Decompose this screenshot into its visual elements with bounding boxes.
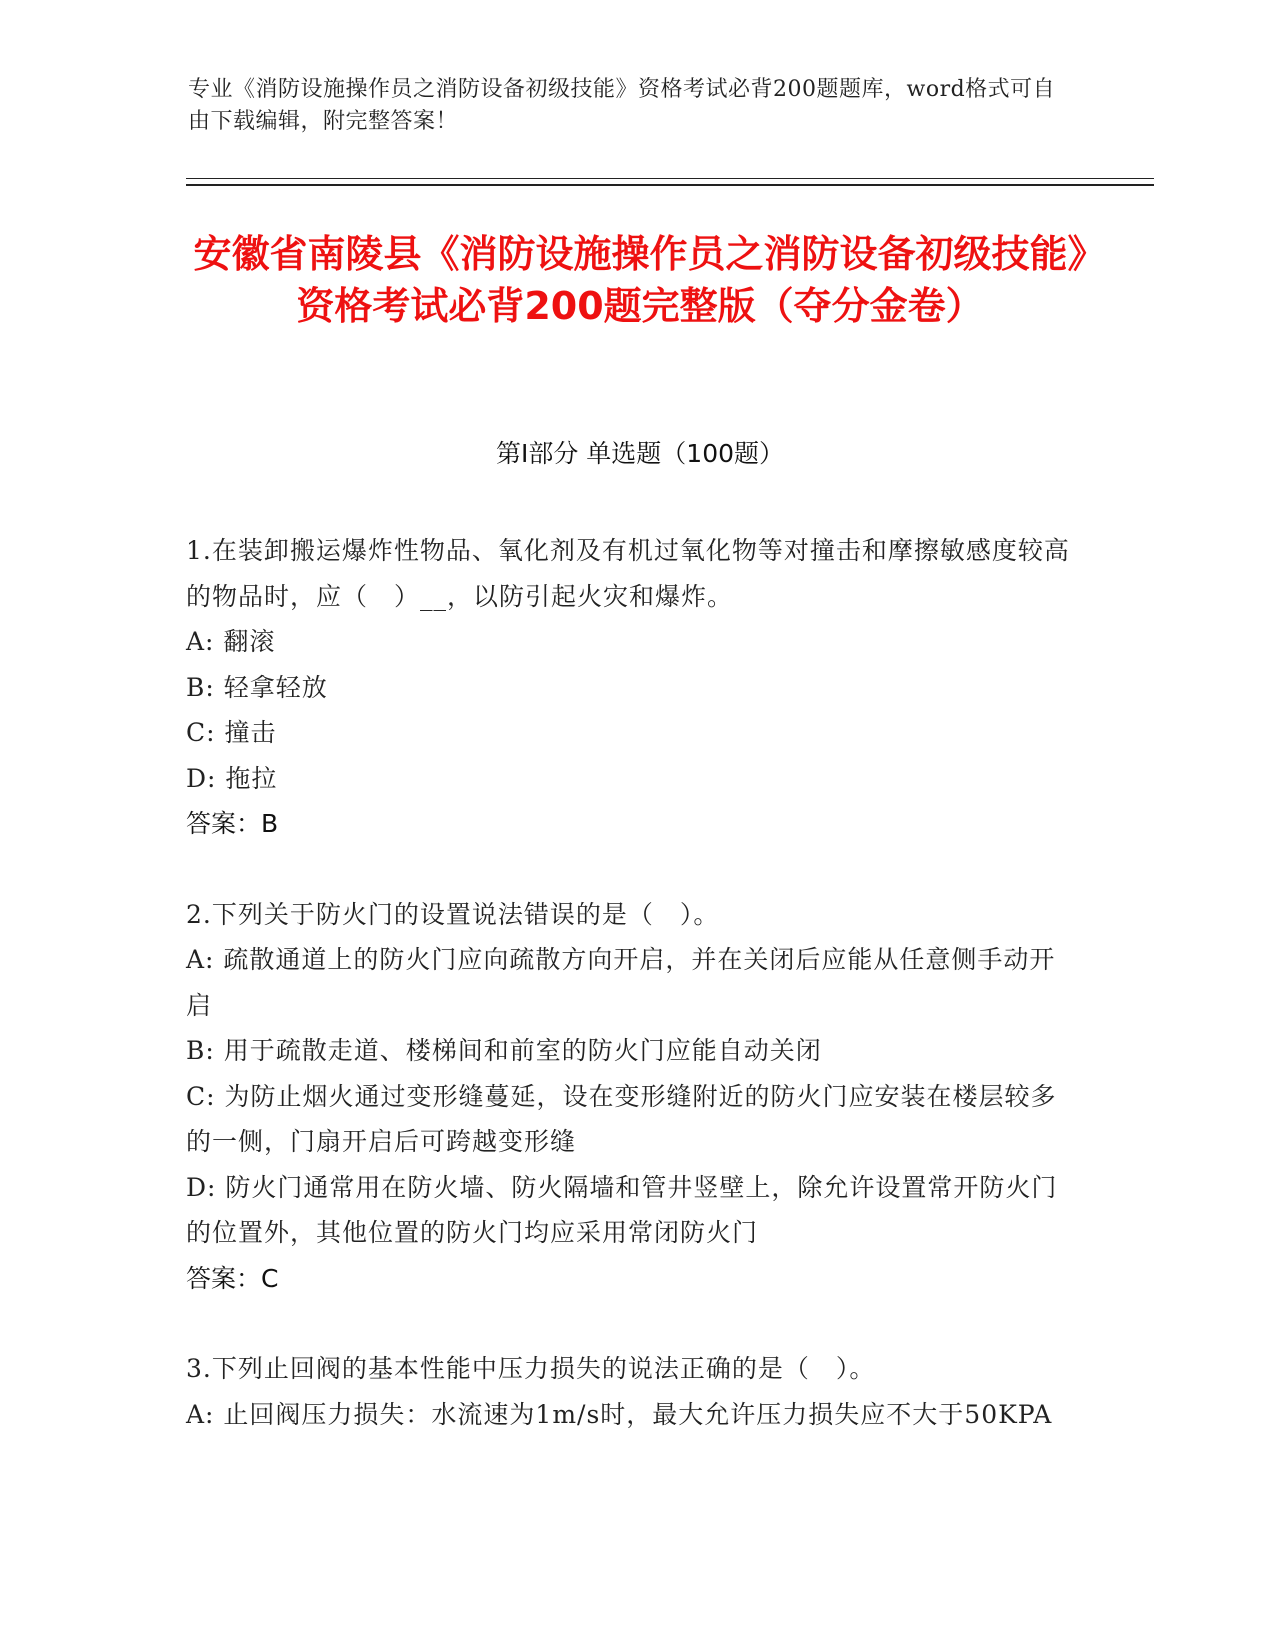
question-option: B: 用于疏散走道、楼梯间和前室的防火门应能自动关闭 — [186, 1036, 822, 1065]
answer-label: 答案： — [186, 1263, 262, 1293]
question-item — [186, 892, 1076, 1302]
section-title: 第I部分 单选题（100题） — [495, 439, 785, 468]
question-option: C: 撞击 — [186, 718, 277, 747]
question-stem: 2.下列关于防火门的设置说法错误的是（ ）。 — [186, 899, 720, 929]
question-item — [186, 1346, 1076, 1437]
question-option: A: 疏散通道上的防火门应向疏散方向开启，并在关闭后应能从任意侧手动开启 — [186, 945, 1056, 1020]
question-list — [186, 528, 1076, 1482]
question-stem: 3.下列止回阀的基本性能中压力损失的说法正确的是（ ）。 — [186, 1354, 876, 1383]
question-option: A: 止回阀压力损失：水流速为1m/s时，最大允许压力损失应不大于50KPA — [186, 1399, 1053, 1429]
answer-value: C — [261, 1263, 279, 1293]
question-stem: 1.在装卸搬运爆炸性物品、氧化剂及有机过氧化物等对撞击和摩擦敏感度较高的物品时，应（ ）__，以防引起火灾和爆炸。 — [186, 536, 1070, 611]
header-note: 专业《消防设施操作员之消防设备初级技能》资格考试必背200题题库，word格式可自由下载编辑，附完整答案！ — [188, 77, 1056, 134]
question-answer — [186, 801, 1076, 847]
question-item — [186, 528, 1076, 847]
document-title: 安徽省南陵县《消防设施操作员之消防设备初级技能》资格考试必背200题完整版（夺分金卷） — [193, 232, 1087, 328]
question-option: D: 防火门通常用在防火墙、防火隔墙和管井竖壁上，除允许设置常开防火门的位置外，其他位置的防火门均应采用常闭防火门 — [186, 1172, 1058, 1247]
header-divider-thick — [186, 184, 1154, 186]
question-answer — [186, 1256, 1076, 1302]
question-option: C: 为防止烟火通过变形缝蔓延，设在变形缝附近的防火门应安装在楼层较多的一侧，门扇开启后可跨越变形缝 — [186, 1081, 1057, 1156]
header-divider-thin — [186, 178, 1154, 179]
question-option: A: 翻滚 — [186, 627, 276, 656]
answer-label: 答案： — [186, 809, 262, 838]
question-option: D: 拖拉 — [186, 763, 278, 793]
answer-value: B — [261, 809, 279, 838]
question-option: B: 轻拿轻放 — [186, 672, 328, 702]
